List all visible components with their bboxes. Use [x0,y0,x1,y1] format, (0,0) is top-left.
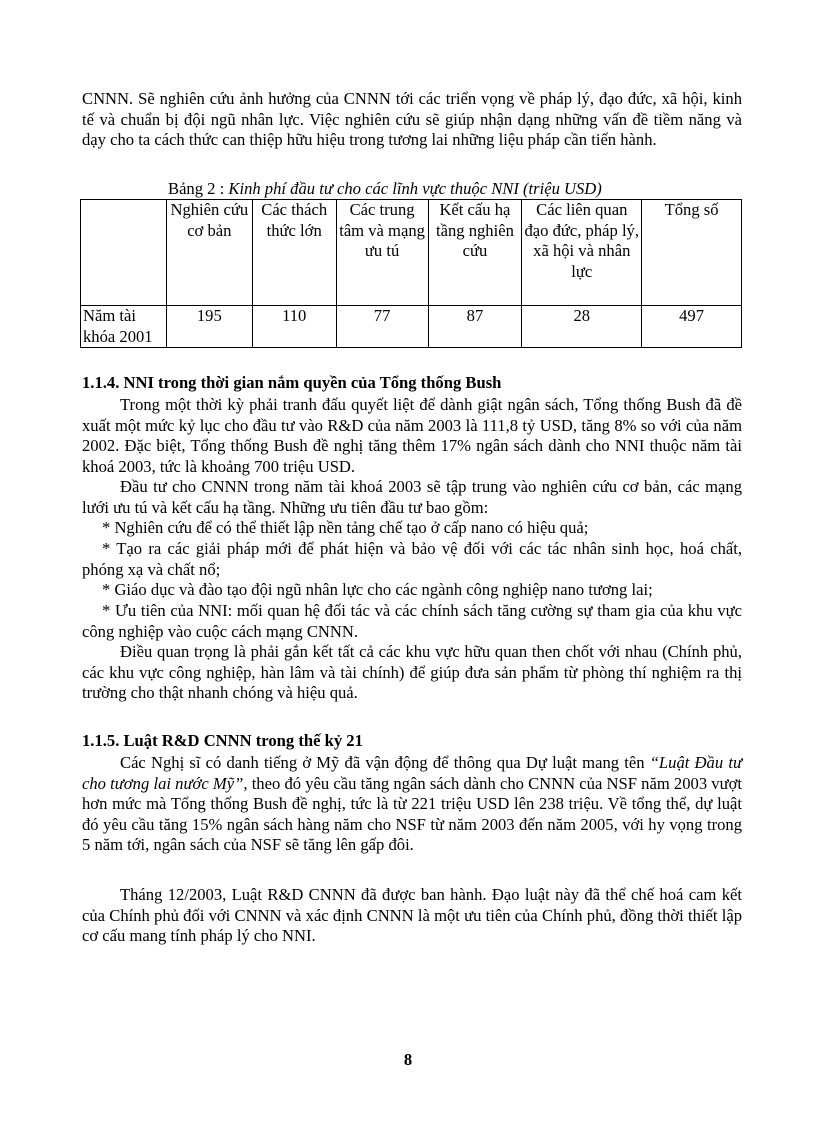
intro-paragraph: CNNN. Sẽ nghiên cứu ảnh hưởng của CNNN tới các triển vọng về pháp lý, đạo đức, xã hội, kinh tế và chuẩn bị đội ngũ nhân lực. Việc nghiên cứu sẽ giúp nhận dạng những vấn đề tiềm năng và dạy cho ta cách thức can thiệp hữu hiệu trong tương lai những liệu pháp cần tiến hành. [82,89,742,150]
table-caption [168,179,602,200]
table-cell: 87 [428,306,522,348]
section-115-paragraph-2: Tháng 12/2003, Luật R&D CNNN đã được ban hành. Đạo luật này đã thể chế hoá cam kết của Chính phủ đối với CNNN và xác định CNNN là một ưu tiên của Chính phủ, đồng thời thiết lập cơ cấu mang tính pháp lý cho NNI. [82,885,742,946]
table-caption-prefix: Bảng 2 : [168,179,229,198]
section-114-paragraph-1: Trong một thời kỳ phải tranh đấu quyết liệt để dành giật ngân sách, Tổng thống Bush đã đề xuất một mức kỷ lục cho đầu tư vào R&D của năm 2003 là 111,8 tỷ USD, tăng 8% so với của năm 2002. Đặc biệt, Tổng thống Bush đề nghị tăng thêm 17% ngân sách dành cho NNI thuộc năm tài khoá 2003, tức là khoảng 700 triệu USD. [82,395,742,476]
table-cell: 497 [642,306,742,348]
section-114-paragraph-3: Điều quan trọng là phải gắn kết tất cả các khu vực hữu quan then chốt với nhau (Chính phủ, các khu vực công nghiệp, hàn lâm và tài chính) để giúp đưa sản phẩm từ phòng thí nghiệm ra thị trường cho thật nhanh chóng và hiệu quả. [82,642,742,703]
section-114-heading: 1.1.4. NNI trong thời gian nắm quyền của Tổng thống Bush [82,373,502,392]
table-cell: 77 [336,306,428,348]
table-caption-title: Kinh phí đầu tư cho các lĩnh vực thuộc NNI (triệu USD) [228,179,602,198]
table-cell: 195 [166,306,252,348]
table-row [81,306,742,348]
table-header-cell: Các liên quan đạo đức, pháp lý, xã hội và nhân lực [522,200,642,306]
section-115-heading: 1.1.5. Luật R&D CNNN trong thế kỷ 21 [82,731,363,750]
bullet-item-4: * Ưu tiên của NNI: mối quan hệ đối tác và các chính sách tăng cường sự tham gia của khu vực công nghiệp vào cuộc cách mạng CNNN. [82,601,742,641]
bullet-item-3: * Giáo dục và đào tạo đội ngũ nhân lực cho các ngành công nghiệp nano tương lai; [102,580,653,599]
table-header-cell: Các trung tâm và mạng ưu tú [336,200,428,306]
page-number: 8 [403,1050,413,1069]
section-115-paragraph-1-end: theo đó yêu cầu tăng ngân sách dành cho CNNN của NSF năm 2003 vượt hơn mức mà Tổng thống Bush đề nghị, tức là từ 221 triệu USD lên 238 triệu. Về tổng thể, dự luật đó yêu cầu tăng 15% ngân sách hàng năm cho NSF từ năm 2003 đến năm 2005, với hy vọng trong 5 năm tới, ngân sách của NSF sẽ tăng lên gấp đôi. [82,773,742,855]
bullet-item-1: * Nghiên cứu để có thể thiết lập nền tảng chế tạo ở cấp nano có hiệu quả; [102,518,589,537]
section-115-paragraph-1-start: Các Nghị sĩ có danh tiếng ở Mỹ đã vận động để thông qua Dự luật mang tên [120,753,650,772]
budget-table [80,199,742,348]
table-header-cell [81,200,167,306]
law-title: “Luật Đầu tư cho tương lai nước Mỹ”, [82,753,742,793]
table-header-cell: Các thách thức lớn [252,200,336,306]
table-cell: 28 [522,306,642,348]
bullet-item-2: * Tạo ra các giải pháp mới để phát hiện và bảo vệ đối với các tác nhân sinh học, hoá chất, phóng xạ và chất nổ; [82,539,742,579]
table-header-cell: Nghiên cứu cơ bản [166,200,252,306]
table-row-label: Năm tài khóa 2001 [81,306,167,348]
table-header-cell: Tổng số [642,200,742,306]
table-header-cell: Kết cấu hạ tầng nghiên cứu [428,200,522,306]
table-cell: 110 [252,306,336,348]
section-115-paragraph-1 [82,753,742,856]
section-114-paragraph-2: Đầu tư cho CNNN trong năm tài khoá 2003 sẽ tập trung vào nghiên cứu cơ bản, các mạng lưới ưu tú và kết cấu hạ tầng. Những ưu tiên đầu tư bao gồm: [82,477,742,517]
table-header-row [81,200,742,306]
